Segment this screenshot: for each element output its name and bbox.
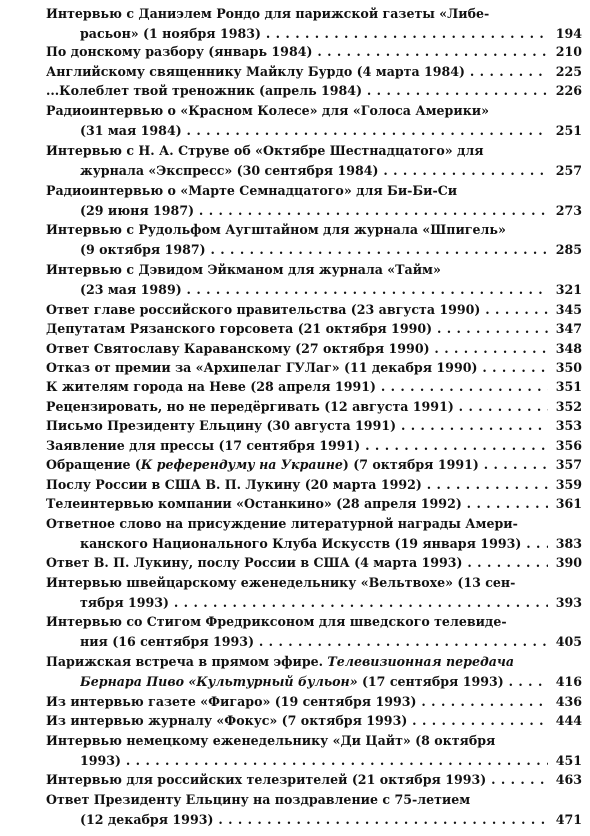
page-number: 273 (555, 203, 582, 218)
page-number: 436 (555, 694, 582, 709)
entry-title-line: Письмо Президенту Ельцину (30 августа 1991) . . . (46, 416, 548, 436)
entry-title-line: (12 декабря 1993) . . . (80, 810, 548, 830)
entry-title-line: расьон» (1 ноября 1983) . . . (80, 24, 548, 44)
entry-title-line: Отказ от премии за «Архипелаг ГУЛаг» (11 декабря 1990) . . . (46, 358, 548, 378)
page-number: 471 (555, 812, 582, 827)
entry-title-line: Рецензировать, но не передёргивать (12 августа 1991) . . . (46, 397, 548, 417)
page-number: 347 (555, 321, 582, 336)
page-number: 226 (555, 83, 582, 98)
entry-title-line: журнала «Экспресс» (30 сентября 1984) . . . (80, 161, 548, 181)
page-number: 194 (555, 26, 582, 41)
entry-title-line: Из интервью журналу «Фокус» (7 октября 1993) . . . (46, 711, 548, 731)
entry-title-line: Радиоинтервью о «Красном Колесе» для «Голоса Америки» (46, 103, 489, 118)
page-number: 210 (555, 44, 582, 59)
entry-title-text: (17 сентября 1993) (357, 674, 504, 689)
entry-title-line: Интервью швейцарскому еженедельнику «Вельтвохе» (13 сен- (46, 575, 516, 590)
entry-title-line: Депутатам Рязанского горсовета (21 октября 1990) . . . (46, 319, 548, 339)
entry-title-line: Ответ главе российского правительства (23 августа 1990) . . . (46, 300, 548, 320)
page-number: 383 (555, 536, 582, 551)
entry-title-line (46, 652, 548, 672)
page-number: 359 (555, 477, 582, 492)
page-number: 393 (555, 595, 582, 610)
page-number: 285 (555, 242, 582, 257)
page-number: 348 (555, 341, 582, 356)
entry-title-line: (31 мая 1984) . . . (80, 121, 548, 141)
entry-title-italic: Телевизионная передача (327, 654, 515, 669)
page-number: 361 (555, 496, 582, 511)
entry-title-italic: К референдуму на Украине (140, 457, 343, 472)
entry-title-line: (9 октября 1987) . . . (80, 240, 548, 260)
entry-title-line (46, 455, 548, 475)
entry-title-text: Парижская встреча в прямом эфире. (46, 654, 328, 669)
entry-title-line: Интервью с Рудольфом Аугштайном для журнала «Шпигель» (46, 222, 506, 237)
entry-title-italic: Бернара Пиво «Культурный бульон» (80, 674, 358, 689)
entry-title-text: Обращение ( (46, 457, 141, 472)
entry-title-line: Английскому священнику Майклу Бурдо (4 марта 1984) . . . (46, 62, 548, 82)
entry-title-line: Послу России в США В. П. Лукину (20 марта 1992) . . . (46, 475, 548, 495)
page-number: 251 (555, 123, 582, 138)
entry-title-line: Интервью с Н. А. Струве об «Октябре Шестнадцатого» для (46, 143, 484, 158)
page-number: 353 (555, 418, 582, 433)
entry-title-line: Радиоинтервью о «Марте Семнадцатого» для Би-Би-Си (46, 183, 458, 198)
entry-title-line: канского Национального Клуба Искусств (19 января 1993) . . . (80, 534, 548, 554)
entry-title-line: тября 1993) . . . (80, 593, 548, 613)
entry-title-line: ния (16 сентября 1993) . . . (80, 632, 548, 652)
page-number: 321 (555, 282, 582, 297)
entry-title-line (80, 672, 548, 692)
page-number: 390 (555, 555, 582, 570)
entry-title-line: По донскому разбору (январь 1984) . . . (46, 42, 548, 62)
page-number: 444 (555, 713, 582, 728)
entry-title-line: Ответное слово на присуждение литературной награды Амери- (46, 516, 518, 531)
entry-title-line: Ответ Президенту Ельцину на поздравление с 75-летием (46, 792, 471, 807)
page-number: 351 (555, 379, 582, 394)
entry-title-line: Интервью с Даниэлем Рондо для парижской газеты «Либе- (46, 6, 490, 21)
page-number: 350 (555, 360, 582, 375)
entry-title-line: ...Колеблет твой треножник (апрель 1984) . . . (46, 81, 548, 101)
entry-title-line: Заявление для прессы (17 сентября 1991) . . . (46, 436, 548, 456)
entry-title-line: (29 июня 1987) . . . (80, 201, 548, 221)
page-number: 257 (555, 163, 582, 178)
entry-title-line: Телеинтервью компании «Останкино» (28 апреля 1992) . . . (46, 494, 548, 514)
entry-title-line: Интервью для российских телезрителей (21 октября 1993) . . . (46, 770, 548, 790)
page-number: 463 (555, 772, 582, 787)
entry-title-line: Ответ Святославу Караванскому (27 октября 1990) . . . (46, 339, 548, 359)
entry-title-text: ) (7 октября 1991) (342, 457, 479, 472)
page-number: 345 (555, 302, 582, 317)
page-number: 225 (555, 64, 582, 79)
entry-title-line: Из интервью газете «Фигаро» (19 сентября 1993) . . . (46, 692, 548, 712)
entry-title-line: Интервью со Стигом Фредриксоном для шведского телевиде- (46, 614, 507, 629)
page-number: 357 (555, 457, 582, 472)
entry-title-line: Интервью немецкому еженедельнику «Ди Цайт» (8 октября (46, 733, 496, 748)
entry-title-line: К жителям города на Неве (28 апреля 1991) . . . (46, 377, 548, 397)
entry-title-line: Ответ В. П. Лукину, послу России в США (4 марта 1993) . . . (46, 553, 548, 573)
entry-title-line: 1993) . . . (80, 751, 548, 771)
page-number: 416 (555, 674, 582, 689)
entry-title-line: (23 мая 1989) . . . (80, 280, 548, 300)
entry-title-line: Интервью с Дэвидом Эйкманом для журнала «Тайм» (46, 262, 441, 277)
page-number: 405 (555, 634, 582, 649)
page-number: 352 (555, 399, 582, 414)
page-number: 451 (555, 753, 582, 768)
page-number: 356 (555, 438, 582, 453)
